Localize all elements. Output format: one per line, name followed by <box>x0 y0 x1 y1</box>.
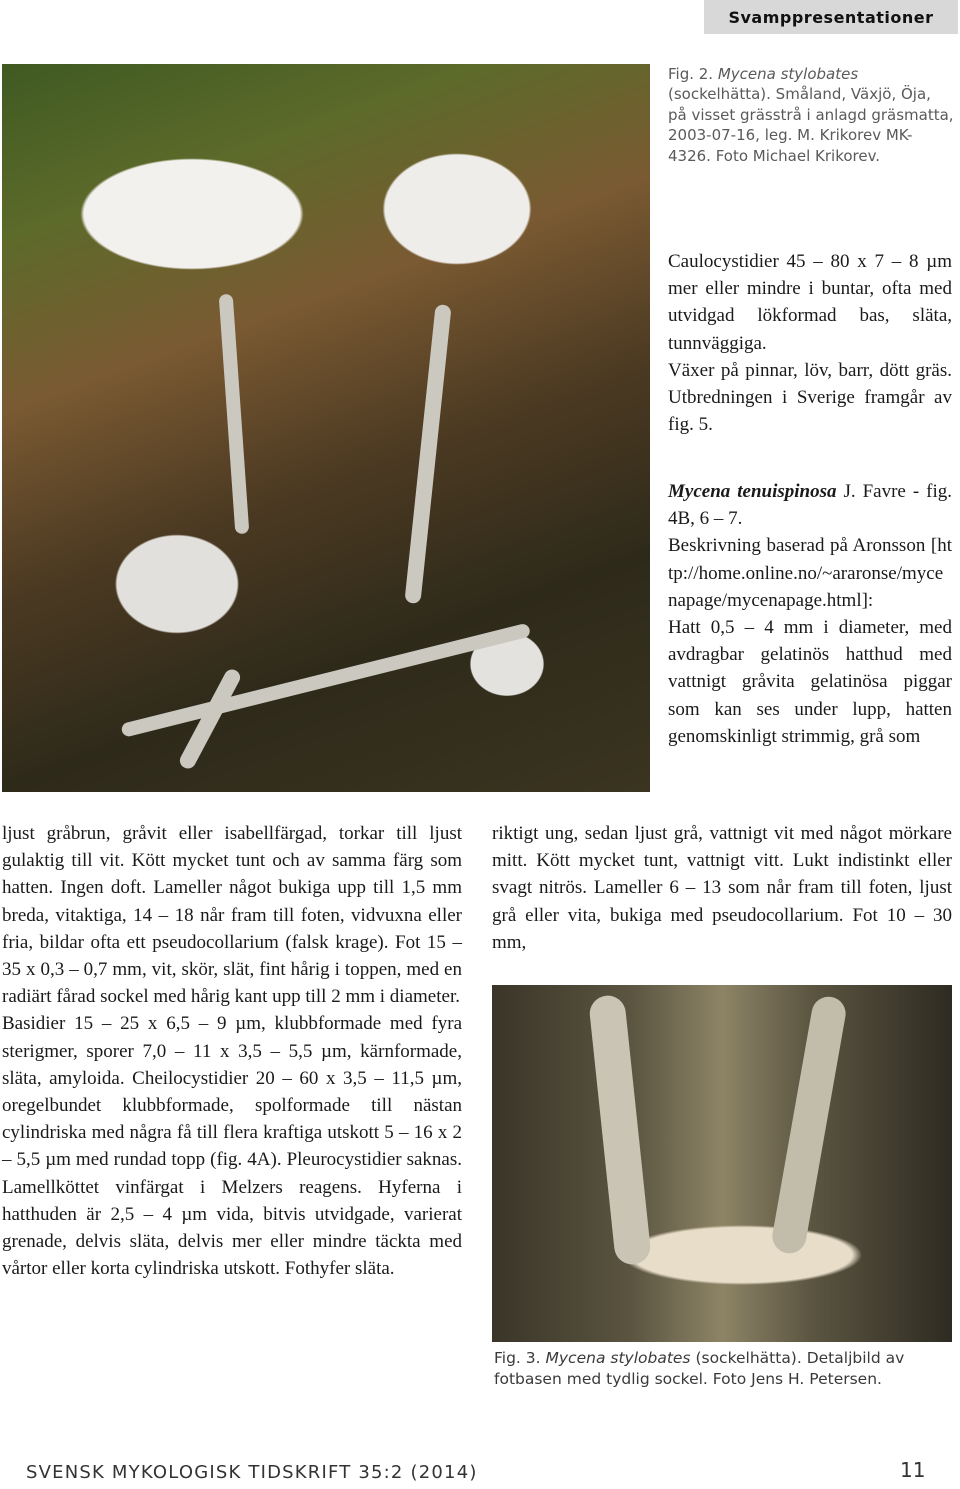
paragraph-microscopy: Basidier 15 – 25 x 6,5 – 9 µm, klubbformade med fyra sterigmer, sporer 7,0 – 11 x 3,5 – 5,5 µm, kärnformade, släta, amyloida. Cheilocystidier 20 – 60 x 3,5 – 11,5 µm, oregelbundet klubbformade, spolformade till nästan cylindriska med några få till flera kraftiga utskott 5 – 16 x 2 – 5,5 µm med rundad topp (fig. 4A). Pleurocystidier saknas. Lamellköttet vinfärgat i Melzers reagens. Hyferna i hatthuden är 2,5 – 4 µm vida, bitvis utvidgade, varierat grenade, delvis släta, delvis mer eller mindre täckta med vårtor eller korta cylindriska utskott. Fothyfer släta. <box>2 1013 462 1280</box>
section-title: Svamppresentationer <box>728 7 934 27</box>
paragraph-habitat: Växer på pinnar, löv, barr, dött gräs. Utbredningen i Sverige framgår av fig. 5. <box>668 359 952 436</box>
text-column-right-top <box>668 248 952 438</box>
caption-fig3-species: Mycena stylobates <box>545 1349 691 1367</box>
photo-fig2-mushrooms <box>2 64 650 792</box>
paragraph-tenuispinosa-continued: riktigt ung, sedan ljust grå, vattnigt vit med något mörkare mitt. Kött mycket tunt, vattnigt vitt. Lukt indistinkt eller svagt nitrös. Lameller 6 – 13 som når fram till foten, ljust grå eller vita, bukiga med pseudocollarium. Fot 10 – 30 mm, <box>492 823 952 953</box>
caption-fig2-species: Mycena stylobates <box>717 65 859 83</box>
caption-fig3-text: (sockelhätta). Detaljbild av fotbasen med tydlig sockel. Foto Jens H. Petersen. <box>494 1349 905 1389</box>
text-column-right-mid <box>668 478 952 750</box>
paragraph-cap-description: Hatt 0,5 – 4 mm i diameter, med avdragbar gelatinös hatthud med vattnigt gråvita gelatinösa piggar som kan ses under lupp, hatten genomskinligt strimmig, grå som <box>668 617 952 747</box>
footer-page-number: 11 <box>900 1458 926 1482</box>
section-header <box>704 0 958 34</box>
paragraph-description-source: Beskrivning baserad på Aronsson [http://home.online.no/~araronse/mycenapage/mycenapage.html]: <box>668 535 952 611</box>
species-name: Mycena tenuispinosa <box>668 481 837 502</box>
paragraph-cap-continued: ljust gråbrun, gråvit eller isabellfärgad, torkar till ljust gulaktig till vit. Kött mycket tunt och av samma färg som hatten. Ingen doft. Lameller något bukiga upp till 1,5 mm breda, vitaktiga, 14 – 18 når fram till foten, vidvuxna eller fria, bildar ofta ett pseudocollarium (falsk krage). Fot 15 – 35 x 0,3 – 0,7 mm, vit, skör, slät, fint hårig i toppen, med en radiärt fårad sockel med hårig kant upp till 2 mm i diameter. <box>2 823 462 1008</box>
figure-caption-fig3 <box>494 1348 956 1390</box>
species-heading <box>668 478 952 532</box>
figure-caption-fig2 <box>668 64 954 166</box>
photo-fig3-stem-base <box>492 985 952 1342</box>
species-author: J. Favre - fig. 4B, 6 – 7. <box>668 481 952 530</box>
text-column-left <box>2 820 462 1282</box>
caption-fig2-text: (sockelhätta). Småland, Växjö, Öja, på visset grässtrå i anlagd gräsmatta, 2003-07-16, leg. M. Krikorev MK-4326. Foto Michael Krikorev. <box>668 85 954 165</box>
caption-fig2-prefix: Fig. 2. <box>668 65 718 83</box>
paragraph-caulocystidia: Caulocystidier 45 – 80 x 7 – 8 µm mer eller mindre i buntar, ofta med utvidgad lökformad bas, släta, tunnväggiga. <box>668 251 952 354</box>
text-column-right-bottom <box>492 820 952 956</box>
caption-fig3-prefix: Fig. 3. <box>494 1349 546 1367</box>
footer-journal-title: SVENSK MYKOLOGISK TIDSKRIFT 35:2 (2014) <box>26 1462 478 1483</box>
